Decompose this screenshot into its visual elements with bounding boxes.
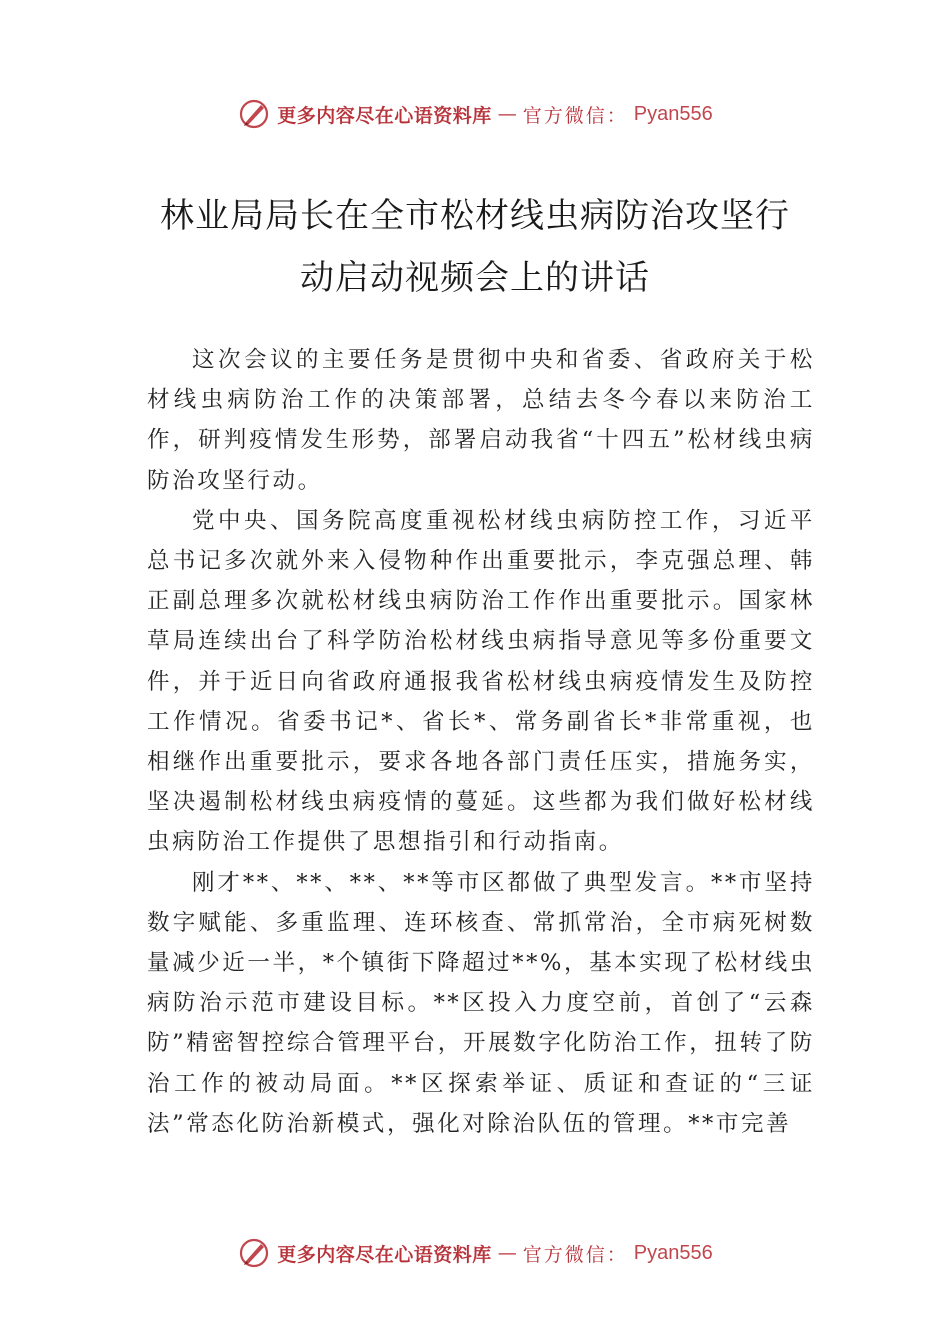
banner-wechat-id: Pyan556	[633, 102, 713, 125]
banner-dash: —	[497, 1242, 517, 1264]
banner-dash: —	[497, 103, 517, 125]
paragraph-2: 党中央、国务院高度重视松材线虫病防控工作，习近平总书记多次就外来入侵物种作出重要批示，李克强总理、韩正副总理多次就松材线虫病防治工作作出重要批示。国家林草局连续出台了科学防治松材线虫病指导意见等多份重要文件，并于近日向省政府通报我省松材线虫病疫情发生及防控工作情况。省委书记*、省长*、常务副省长*非常重视，也相继作出重要批示，要求各地各部门责任压实，措施务实， 坚决遏制松材线虫病疫情的蔓延。这些都为我们做好松材线虫病防治工作提供了思想指引和行动指南。	[147, 507, 815, 856]
title-line-1: 林业局局长在全市松材线虫病防治攻坚行	[160, 196, 790, 236]
title-line-2: 动启动视频会上的讲话	[300, 258, 650, 298]
banner-wechat-label: 官方微信：	[522, 104, 628, 127]
banner-brand-text: 更多内容尽在心语资料库	[277, 104, 492, 127]
pen-logo-icon	[237, 1236, 271, 1270]
paragraph-1: 这次会议的主要任务是贯彻中央和省委、省政府关于松材线虫病防治工作的决策部署，总结去冬今春以来防治工作，研判疫情发生形势，部署启动我省“十四五”松材线虫病防治攻坚行动。	[147, 347, 815, 494]
paragraph-3: 刚才**、**、**、**等市区都做了典型发言。**市坚持数字赋能、多重监理、连环核查、常抓常治，全市病死树数量减少近一半，*个镇街下降超过**%，基本实现了松材线虫病防治示范市建设目标。**区投入力度空前，首创了“云森防”精密智控综合管理平台，开展数字化防治工作，扭转了防治工作的被动局面。**区探索举证、质证和查证的“三证法”常态化防治新模式，强化对除治队伍的管理。**市完善	[147, 869, 815, 1137]
document-body	[147, 340, 815, 1144]
banner-brand-text: 更多内容尽在心语资料库	[277, 1243, 492, 1266]
document-title	[140, 185, 810, 309]
banner-wechat-id: Pyan556	[633, 1241, 713, 1264]
header-banner	[0, 94, 950, 134]
banner-wechat-label: 官方微信：	[522, 1243, 628, 1266]
pen-logo-icon	[237, 97, 271, 131]
footer-banner	[0, 1233, 950, 1273]
